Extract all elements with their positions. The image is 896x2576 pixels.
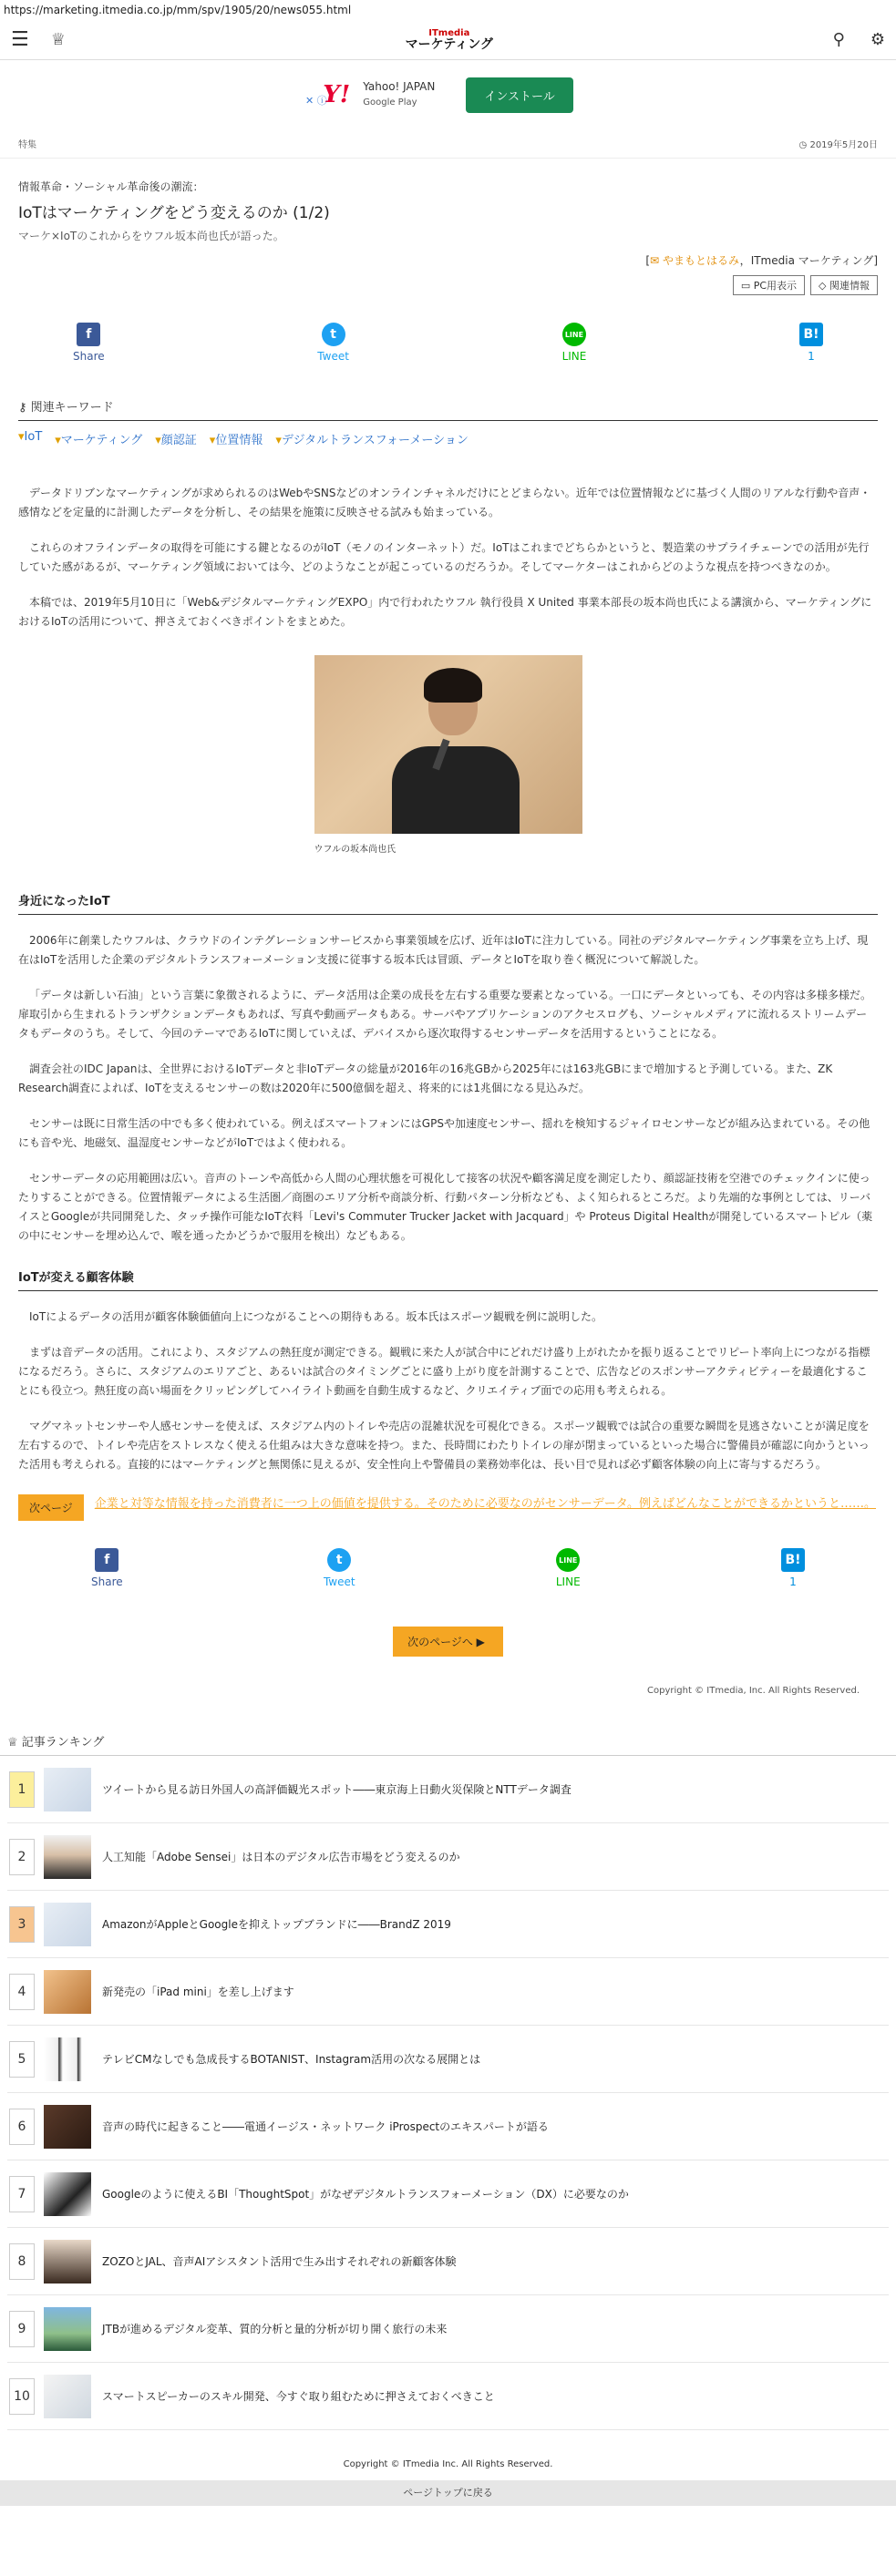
related-info-button[interactable]: [810, 275, 878, 295]
rank-thumbnail: [44, 1903, 91, 1946]
pc-view-label: PC用表示: [753, 280, 798, 292]
rank-thumbnail: [44, 1970, 91, 2014]
share-twitter[interactable]: [324, 1548, 355, 1594]
footer-copyright: Copyright © ITmedia Inc. All Rights Reserved.: [343, 2459, 553, 2469]
keyword-item[interactable]: [210, 430, 263, 447]
share-row-bottom: [18, 1521, 878, 1594]
paragraph: 2006年に創業したウフルは、クラウドのインテグレーションサービスから事業領域を広げ、近年はIoTに注力している。同社のデジタルマーケティング事業を立ち上げ、現在はIoTを活用した企業のデジタルトランスフォーメーション支援に従事する坂本氏は冒頭、データとIoTを取り巻く概況について解説した。: [18, 934, 869, 966]
publisher: ITmedia マーケティング: [750, 254, 874, 267]
hatena-bookmark-icon: B!: [781, 1548, 805, 1572]
ranking-item[interactable]: [7, 1958, 889, 2026]
date-text: 2019年5月20日: [809, 140, 878, 150]
photo-caption: ウフルの坂本尚也氏: [314, 845, 397, 855]
paragraph: まずは音データの活用。これにより、スタジアムの熱狂度が測定できる。観戦に来た人が試合中にどれだけ盛り上がれたかを振り返ることでリピート率向上につながる指標になるだろう。さらに、スタジアムのエリアごと、あるいは試合のタイミングごとに盛り上がり度を計測することで、広告などのスポンサーアクティビティーを最適化することにも役立つ。熱狂度の高い場面をクリッピングしてハイライト動画を自動生成するなど、クリエイティブ面での応用も考えられる。: [18, 1346, 870, 1397]
install-button[interactable]: インストール: [466, 77, 572, 113]
paragraph: 本稿では、2019年5月10日に「Web&デジタルマーケティングEXPO」内で行われたウフル 執行役員 X United 事業本部長の坂本尚也氏による講演から、マーケティングにおけるIoTの活用について、押さえておくべきポイントをまとめた。: [18, 596, 872, 628]
pc-view-button[interactable]: [733, 275, 805, 295]
tag-icon: ▾: [275, 434, 282, 447]
tag-icon: ▾: [155, 434, 161, 447]
share-facebook[interactable]: [73, 323, 105, 368]
paragraph: センサーは既に日常生活の中でも多く使われている。例えばスマートフォンにはGPSや加速度センサー、揺れを検知するジャイロセンサーなどが組み込まれている。その他にも音や光、地磁気、温湿度センサーなどがIoTではよく使われる。: [18, 1117, 870, 1149]
caption-wrap: [18, 834, 878, 855]
ad-banner[interactable]: [0, 60, 896, 129]
ad-close-icon[interactable]: ✕ ⓘ: [305, 95, 327, 107]
ranking-item[interactable]: [7, 2295, 889, 2363]
rank-thumbnail: [44, 2240, 91, 2284]
paragraph: 「データは新しい石油」という言葉に象徴されるように、データ活用は企業の成長を左右する重要な要素となっている。一口にデータといっても、その内容は多様多様だ。扉取引から生まれるトランザクションデータもあれば、写真や動画データもある。サーバやアプリケーションのアクセスログも、ソーシャルメディアに流れるストリームデータもデータのうち。そして、今回のテーマであるIoTに関していえば、デバイスから逐次取得するセンサーデータを活用するということになる。: [18, 989, 872, 1040]
rank-title: 新発売の「iPad mini」を差し上げます: [102, 1986, 294, 1998]
search-icon[interactable]: ⚲: [832, 30, 845, 49]
keyword-label: 顔認証: [160, 434, 197, 447]
byline: [✉ やまもとはるみ，ITmedia マーケティング]: [645, 254, 878, 267]
tag-icon: ▾: [18, 430, 25, 444]
rank-thumbnail: [44, 2037, 91, 2081]
keyword-label: IoT: [24, 430, 43, 444]
ranking-item[interactable]: [7, 1756, 889, 1823]
logo-main: マーケティング: [405, 36, 493, 52]
gear-icon[interactable]: ⚙: [870, 30, 885, 49]
ranking-item[interactable]: [7, 2093, 889, 2160]
paragraph: IoTによるデータの活用が顧客体験価値向上につながることへの期待もある。坂本氏はスポーツ観戦を例に説明した。: [29, 1310, 603, 1323]
rank-title: 人工知能「Adobe Sensei」は日本のデジタル広告市場をどう変えるのか: [102, 1851, 460, 1863]
next-page-link[interactable]: 企業と対等な情報を持った消費者に一つ上の価値を提供する。そのために必要なのがセンサーデータ。例えばどんなことができるかというと……。: [94, 1497, 876, 1511]
share-hatena[interactable]: [781, 1548, 805, 1594]
ranking-item[interactable]: [7, 1823, 889, 1891]
paragraph: データドリブンなマーケティングが求められるのはWebやSNSなどのオンラインチャネルだけにとどまらない。近年では位置情報などに基づく人間のリアルな行動や音声・感情などを定量的に計測したデータを分析し、その結果を施策に反映させる試みも始まっている。: [18, 487, 871, 518]
next-page-button-label: 次のページへ: [407, 1636, 473, 1648]
facebook-icon: f: [77, 323, 100, 346]
ad-store: Google Play: [363, 97, 417, 108]
keywords-heading: [18, 397, 878, 421]
share-facebook-label: Share: [73, 350, 105, 363]
keyword-item[interactable]: [18, 430, 42, 447]
category-label[interactable]: 特集: [18, 140, 36, 150]
share-hatena-count: 1: [808, 350, 815, 363]
rank-number: 1: [9, 1771, 35, 1808]
facebook-icon: f: [95, 1548, 118, 1572]
paragraph: センサーデータの応用範囲は広い。音声のトーンや高低から人間の心理状態を可視化して接客の状況や顧客満足度を測定したり、顔認証技術を空港でのチェックインに使ったりすることができる。位置情報データによる生活圏／商圏のエリア分析や商談分析、行動パターン分析なども、よく知られるところだ。より先端的な事例としては、リーバイスとGoogleが共同開発した、タッチ操作可能なIoT衣料「Levi's Commuter Trucker Jacket with Jacquard」や Proteus Digital Healthが開発しているスマートピル（薬の中にセンサーを埋め込んで、喉を通ったかどうかで服用を検出）などもある。: [18, 1172, 873, 1242]
header-left: [11, 28, 66, 51]
tag-icon: ◇: [819, 280, 829, 292]
rank-title: AmazonがAppleとGoogleを抑えトップブランドに――BrandZ 2019: [102, 1918, 451, 1931]
share-line-label: LINE: [561, 350, 587, 363]
keyword-item[interactable]: [155, 430, 197, 447]
keyword-label: マーケティング: [60, 434, 143, 447]
monitor-icon: ▭: [740, 280, 754, 292]
keyword-item[interactable]: [55, 430, 142, 447]
keywords-heading-label: 関連キーワード: [30, 401, 114, 415]
author-icon: ✉: [650, 254, 660, 267]
section-heading: 身近になったIoT: [18, 891, 878, 915]
keyword-label: 位置情報: [215, 434, 263, 447]
rank-number: 10: [9, 2378, 35, 2415]
rank-number: 8: [9, 2243, 35, 2280]
paragraph: これらのオフラインデータの取得を可能にする鍵となるのがIoT（モノのインターネット）だ。IoTはこれまでどちらかというと、製造業のサプライチェーンでの活用が先行していた感があるが、マーケティング領域においては今、どのようなことが起こっているのだろうか。そしてマーケターはこれからどのような視点を持つべきなのか。: [18, 541, 870, 573]
url-bar[interactable]: https://marketing.itmedia.co.jp/mm/spv/1905/20/news055.html: [0, 0, 896, 20]
ranking-item[interactable]: [7, 2363, 889, 2430]
article-copyright: Copyright © ITmedia, Inc. All Rights Reserved.: [647, 1686, 860, 1696]
rank-thumbnail: [44, 2307, 91, 2351]
author-link[interactable]: やまもとはるみ: [662, 254, 740, 267]
share-twitter-label: Tweet: [323, 1575, 355, 1588]
next-page-teaser: [18, 1494, 878, 1521]
paragraph: マグマネットセンサーや人感センサーを使えば、スタジアム内のトイレや売店の混雑状況を可視化できる。スポーツ観戦では試合の重要な瞬間を見逃さないことが満足度を左右するので、トイレや売店をストレスなく使える仕組みは大きな意味を持つ。また、長時間にわたりトイレの扉が閉まっているといった場合に警備員が確認に向かうといった活用も考えられる。直接的にはマーケティングと無関係に見えるが、安全性向上や警備員の業務効率化は、長い目で見れば必ず顧客体験の向上に寄与するだろう。: [18, 1420, 870, 1471]
ad-brand: Yahoo! JAPAN: [363, 80, 436, 93]
clock-icon: ◷: [798, 140, 810, 150]
rank-title: テレビCMなしでも急成長するBOTANIST、Instagram活用の次なる展開とは: [102, 2053, 481, 2066]
arrow-right-icon: ▶: [476, 1636, 485, 1648]
rank-number: 9: [9, 2311, 35, 2347]
rank-title: スマートスピーカーのスキル開発、今すぐ取り組むために押さえておくべきこと: [102, 2390, 495, 2403]
share-row-top: [18, 295, 878, 368]
rank-title: 音声の時代に起きること――電通イージス・ネットワーク iProspectのエキスパートが語る: [102, 2120, 549, 2133]
rank-thumbnail: [44, 2172, 91, 2216]
photo-wrap: [18, 655, 878, 834]
keyword-list: [18, 430, 878, 447]
paragraph: 調査会社のIDC Japanは、全世界におけるIoTデータと非IoTデータの総量が2016年の16兆GBから2025年には163兆GBにまで増加すると予測している。また、ZK Research調査によれば、IoTを支えるセンサーの数は2020年に500億個を超え、将来的には1兆個になる見込みだ。: [18, 1062, 833, 1094]
article-title: IoTはマーケティングをどう変えるのか (1/2): [18, 204, 330, 222]
meta-row: [0, 129, 896, 159]
rank-number: 3: [9, 1906, 35, 1943]
ranking-item[interactable]: [7, 2026, 889, 2093]
rank-number: 5: [9, 2041, 35, 2078]
speaker-photo[interactable]: [314, 655, 582, 834]
line-icon: LINE: [556, 1548, 580, 1572]
share-facebook-label: Share: [91, 1575, 123, 1588]
twitter-icon: t: [322, 323, 345, 346]
person-body: [392, 746, 520, 834]
rank-number: 6: [9, 2109, 35, 2145]
ranking-list: [0, 1756, 896, 2430]
ad-text: [363, 79, 435, 110]
rank-title: ツイートから見る訪日外国人の高評価観光スポット――東京海上日動火災保険とNTTデータ調査: [102, 1783, 572, 1796]
section-heading: IoTが変える顧客体験: [18, 1267, 878, 1291]
site-logo[interactable]: [406, 29, 493, 51]
article: [0, 179, 896, 1696]
ranking-item[interactable]: [7, 2228, 889, 2295]
publish-date: [799, 137, 878, 150]
rank-number: 2: [9, 1839, 35, 1875]
rank-title: Googleのように使えるBI「ThoughtSpot」がなぜデジタルトランスフォーメーション（DX）に必要なのか: [102, 2188, 629, 2201]
rank-thumbnail: [44, 2375, 91, 2418]
article-subtitle: マーケ×IoTのこれからをウフル坂本尚也氏が語った。: [18, 230, 284, 242]
tag-icon: ▾: [209, 434, 216, 447]
share-line[interactable]: [562, 323, 587, 368]
logo-sup: ITmedia: [428, 27, 470, 38]
rank-number: 7: [9, 2176, 35, 2212]
back-to-top-button[interactable]: ページトップに戻る: [0, 2480, 896, 2506]
key-icon: ⚷: [18, 401, 31, 415]
yahoo-logo-icon: Y!: [323, 81, 351, 108]
share-twitter[interactable]: [317, 323, 349, 368]
person-hair: [424, 668, 482, 703]
share-facebook[interactable]: [91, 1548, 123, 1594]
share-hatena[interactable]: [799, 323, 823, 368]
byline-buttons: [18, 275, 878, 295]
rank-title: ZOZOとJAL、音声AIアシスタント活用で生み出すそれぞれの新顧客体験: [102, 2255, 457, 2268]
article-series: 情報革命・ソーシャル革命後の潮流：: [18, 180, 204, 193]
ranking-item[interactable]: [7, 1891, 889, 1958]
next-page-wrap: [18, 1627, 878, 1657]
share-line-label: LINE: [555, 1575, 581, 1588]
keyword-label: デジタルトランスフォーメーション: [281, 434, 469, 447]
ranking-heading-label: 記事ランキング: [21, 1736, 105, 1750]
rank-number: 4: [9, 1974, 35, 2010]
rank-thumbnail: [44, 2105, 91, 2149]
next-page-button[interactable]: [393, 1627, 503, 1657]
menu-icon[interactable]: ☰: [11, 28, 29, 51]
share-twitter-label: Tweet: [317, 350, 349, 363]
related-info-label: 関連情報: [829, 280, 870, 292]
ranking-heading: [0, 1732, 896, 1756]
keyword-item[interactable]: [275, 430, 469, 447]
rank-thumbnail: [44, 1835, 91, 1879]
line-icon: LINE: [562, 323, 586, 346]
ranking-item[interactable]: [7, 2160, 889, 2228]
crown-icon[interactable]: ♕: [50, 30, 66, 49]
rank-thumbnail: [44, 1768, 91, 1811]
next-page-label: 次ページ: [18, 1494, 84, 1521]
twitter-icon: t: [327, 1548, 351, 1572]
site-header: [0, 20, 896, 60]
share-line[interactable]: [556, 1548, 581, 1594]
rank-title: JTBが進めるデジタル変革、質的分析と量的分析が切り開く旅行の未来: [102, 2323, 448, 2335]
share-hatena-count: 1: [789, 1575, 797, 1588]
header-right: [833, 30, 885, 49]
hatena-bookmark-icon: B!: [799, 323, 823, 346]
crown-icon: ♕: [7, 1736, 22, 1750]
tag-icon: ▾: [55, 434, 61, 447]
